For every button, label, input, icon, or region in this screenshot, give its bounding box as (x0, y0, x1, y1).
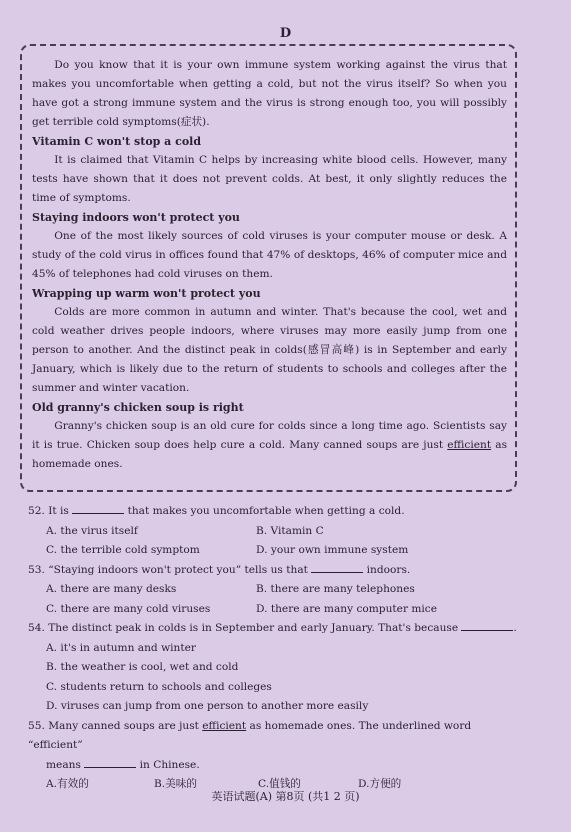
option: A. it's in autumn and winter (46, 641, 196, 654)
answer-blank (311, 561, 363, 573)
question-53: 53. “Staying indoors won't protect you” tells us that indoors. (28, 561, 528, 581)
option: A.有效的 (46, 778, 89, 790)
answer-blank (72, 502, 124, 514)
question-54: 54. The distinct peak in colds is in September and early January. That's because . (28, 619, 528, 639)
question-52-options (46, 522, 528, 561)
section-letter: D (279, 26, 292, 41)
section-text: Granny's chicken soup is an old cure for colds since a long time ago. Scientists say it is true. Chicken soup does help cure a cold. Many canned soups are just efficient as homemade ones. (32, 420, 508, 470)
option: D. there are many computer mice (256, 602, 438, 615)
answer-blank (461, 619, 513, 631)
option: C.值钱的 (258, 778, 301, 790)
underlined-word: efficient (447, 439, 492, 451)
section-heading: Vitamin C won't stop a cold (32, 135, 202, 148)
option: D. viruses can jump from one person to another more easily (46, 700, 369, 712)
question-53-options (46, 580, 528, 619)
section-text: One of the most likely sources of cold viruses is your computer mouse or desk. A study of the cold virus in offices found that 47% of desktops, 46% of computer mice and 45% of telephones had cold viruses on them. (32, 230, 507, 280)
option: C. there are many cold viruses (46, 602, 211, 615)
question-54-options (46, 639, 528, 717)
question-55: 55. Many canned soups are just efficient as homemade ones. The underlined word “efficient” (28, 719, 472, 751)
passage-intro: Do you know that it is your own immune system working against the virus that makes you uncomfortable when getting a cold, but not the virus itself? So when you have got a strong immune system and the virus is strong enough too, you will possibly get terrible cold symptoms(症状). (32, 59, 507, 128)
option: D.方便的 (358, 778, 402, 790)
section-heading: Old granny's chicken soup is right (32, 401, 244, 414)
option: A. there are many desks (46, 583, 177, 595)
option: B. Vitamin C (256, 524, 324, 537)
option: A. the virus itself (46, 524, 138, 537)
option: C. students return to schools and colleges (46, 680, 272, 693)
section-text: It is claimed that Vitamin C helps by increasing white blood cells. However, many tests have shown that it does not prevent colds. At best, it only slightly reduces the time of symptoms. (32, 154, 507, 204)
option: B. the weather is cool, wet and cold (46, 661, 239, 673)
option: B.美味的 (154, 778, 197, 790)
option: B. there are many telephones (256, 583, 415, 595)
question-list (28, 502, 528, 795)
reading-passage (20, 44, 517, 492)
question-52: 52. It is that makes you uncomfortable when getting a cold. (28, 502, 528, 522)
section-text: Colds are more common in autumn and winter. That's because the cool, wet and cold weather drives people indoors, where viruses may more easily jump from one person to another. And the distinct peak in colds(感冒高峰) is in September and early January, which is likely due to the return of students to schools and colleges after the summer and winter vacation. (32, 306, 507, 394)
answer-blank (84, 756, 136, 768)
question-55-line2: means in Chinese. (46, 756, 528, 776)
section-heading: Wrapping up warm won't protect you (32, 287, 261, 300)
section-heading: Staying indoors won't protect you (32, 211, 240, 224)
underlined-word: efficient (202, 719, 247, 732)
option: C. the terrible cold symptom (46, 544, 200, 556)
option: D. your own immune system (256, 544, 409, 556)
page-footer: 英语试题(A) 第8页 (共1 2 页) (211, 790, 360, 803)
